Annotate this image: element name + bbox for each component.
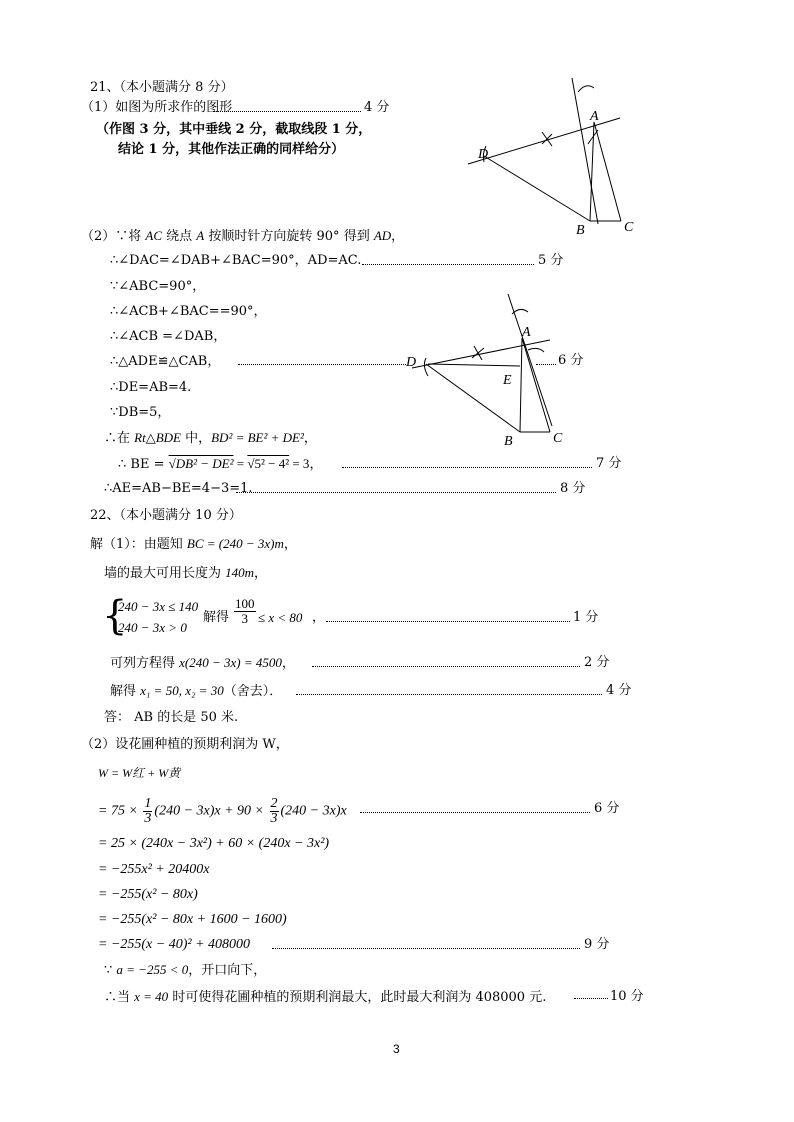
system-brace: { <box>102 593 128 639</box>
label-C: C <box>553 431 563 446</box>
score-mark: 10 分 <box>610 989 644 1004</box>
label-B: B <box>576 223 585 238</box>
leader-dots <box>312 666 580 667</box>
score-mark: 9 分 <box>584 937 610 952</box>
score-mark: 6 分 <box>594 801 620 816</box>
expr-line-2: = 25 × (240x − 3x²) + 60 × (240x − 3x²) <box>98 836 330 851</box>
q21-part2-line1: （2）∵将 AC 绕点 A 按顺时针方向旋转 90° 得到 AD， <box>81 228 405 244</box>
score-mark: 4 分 <box>606 683 632 698</box>
q21-part2-line4: ∴∠ACB+∠BAC==90°， <box>110 304 267 319</box>
construction-arc <box>424 358 428 376</box>
leader-dots <box>326 621 570 622</box>
system-ineq-1: 240 − 3x ≤ 140 <box>118 599 199 614</box>
label-D: D <box>478 147 489 162</box>
score-mark: 7 分 <box>596 456 622 471</box>
q21-part2-line2: ∴∠DAC=∠DAB+∠BAC=90°，AD=AC. <box>110 253 362 268</box>
leader-dots <box>342 467 592 468</box>
construction-figure-1 <box>460 72 660 242</box>
solve-label: 解得 <box>203 610 230 625</box>
q22-roots: 解得 x₁ = 50, x₂ = 30（舍去）． <box>110 683 283 699</box>
q21-part2-line7: ∴DE=AB=4. <box>110 380 192 395</box>
page-number: 3 <box>393 1042 400 1056</box>
construction-arc <box>578 86 594 92</box>
leader-dots <box>296 694 602 695</box>
leader-dots <box>360 812 590 813</box>
q21-part2-line9: ∴在 Rt△BDE 中，BD² = BE² + DE²， <box>104 430 317 446</box>
segment-AC <box>522 338 550 432</box>
expr-line-6: = −255(x − 40)² + 408000 <box>98 937 251 952</box>
label-B: B <box>504 434 513 449</box>
label-C: C <box>624 220 634 235</box>
expr-line-4: = −255(x² − 80x) <box>98 887 198 902</box>
expr-line-1: = 75 × $\frac{1}{3}$ (240 − 3x)x + 90 × $\frac{2}{3}$ (240 − 3x)x <box>98 796 347 826</box>
q21-part2-line11: ∴AE=AB−BE=4−3=1. <box>104 481 253 496</box>
q21-part1-note-1: （作图 3 分，其中垂线 2 分，截取线段 1 分， <box>96 122 372 137</box>
q22-header: 22、（本小题满分 10 分） <box>90 508 242 523</box>
q22-line1: 解（1）：由题知 BC = (240 − 3x)m， <box>90 536 297 552</box>
segment-AB <box>520 338 522 432</box>
q22-answer: 答： AB 的长是 50 米. <box>104 710 239 725</box>
q21-part1-note-2: 结论 1 分，其他作法正确的同样给分） <box>118 142 345 157</box>
fraction-100-3: $\frac{100}{3}$ <box>235 596 255 626</box>
q21-part2-line5: ∴∠ACB =∠DAB， <box>110 329 227 344</box>
comma: ， <box>312 610 326 625</box>
leader-dots <box>362 264 534 265</box>
score-mark: 1 分 <box>573 610 599 625</box>
q21-part1-text: （1）如图为所求作的图形 <box>81 100 233 115</box>
leader-dots <box>236 492 556 493</box>
perpendicular-line <box>572 78 598 224</box>
segment-DE <box>428 364 520 366</box>
q22-line2: 墙的最大可用长度为 140m， <box>104 565 268 581</box>
segment-AC <box>594 122 621 221</box>
leader-dots <box>272 948 580 949</box>
label-E: E <box>503 373 512 388</box>
expr-line-3: = −255x² + 20400x <box>98 862 210 877</box>
construction-arc <box>528 348 544 352</box>
q21-header: 21、（本小题满分 8 分） <box>90 80 234 95</box>
q21-part2-line10: ∴ BE = √DB² − DE² = √5² − 4² = 3， <box>118 456 323 472</box>
label-A: A <box>522 325 531 340</box>
system-ineq-2: 240 − 3x > 0 <box>118 620 187 635</box>
label-D: D <box>406 355 417 370</box>
score-mark: 5 分 <box>538 253 564 268</box>
line-DA-extended <box>468 118 620 164</box>
construction-figure-2 <box>400 288 590 450</box>
score-mark: 6 分 <box>558 353 584 368</box>
q22-part2-line1: （2）设花圃种植的预期利润为 W， <box>81 737 289 752</box>
expr-line-5: = −255(x² − 80x + 1600 − 1600) <box>98 912 287 927</box>
label-A: A <box>590 109 599 124</box>
segment-DB <box>484 156 590 221</box>
q22-equation: 可列方程得 x(240 − 3x) = 4500， <box>110 655 295 671</box>
perpendicular-line <box>508 294 552 426</box>
w-definition: W = W红 + W黄 <box>98 766 181 780</box>
q21-part2-line3: ∵∠ABC=90°， <box>110 279 206 294</box>
q21-part2-line8: ∵DB=5， <box>110 405 171 420</box>
expr-line-7: ∵ a = −255 < 0，开口向下， <box>104 962 267 978</box>
score-mark: 4 分 <box>364 100 390 115</box>
construction-cross <box>472 346 484 360</box>
leader-dots <box>213 111 361 112</box>
score-mark: 2 分 <box>584 655 610 670</box>
score-mark: 8 分 <box>560 481 586 496</box>
leader-dots <box>574 998 608 999</box>
leader-dots <box>238 364 406 365</box>
conclusion-line: ∴当 x = 40 时可使得花圃种植的预期利润最大，此时最大利润为 408000 元. <box>104 989 547 1005</box>
q21-part2-line6: ∴△ADE≌△CAB， <box>110 354 221 369</box>
ineq-solution: ≤ x < 80 <box>258 610 303 625</box>
